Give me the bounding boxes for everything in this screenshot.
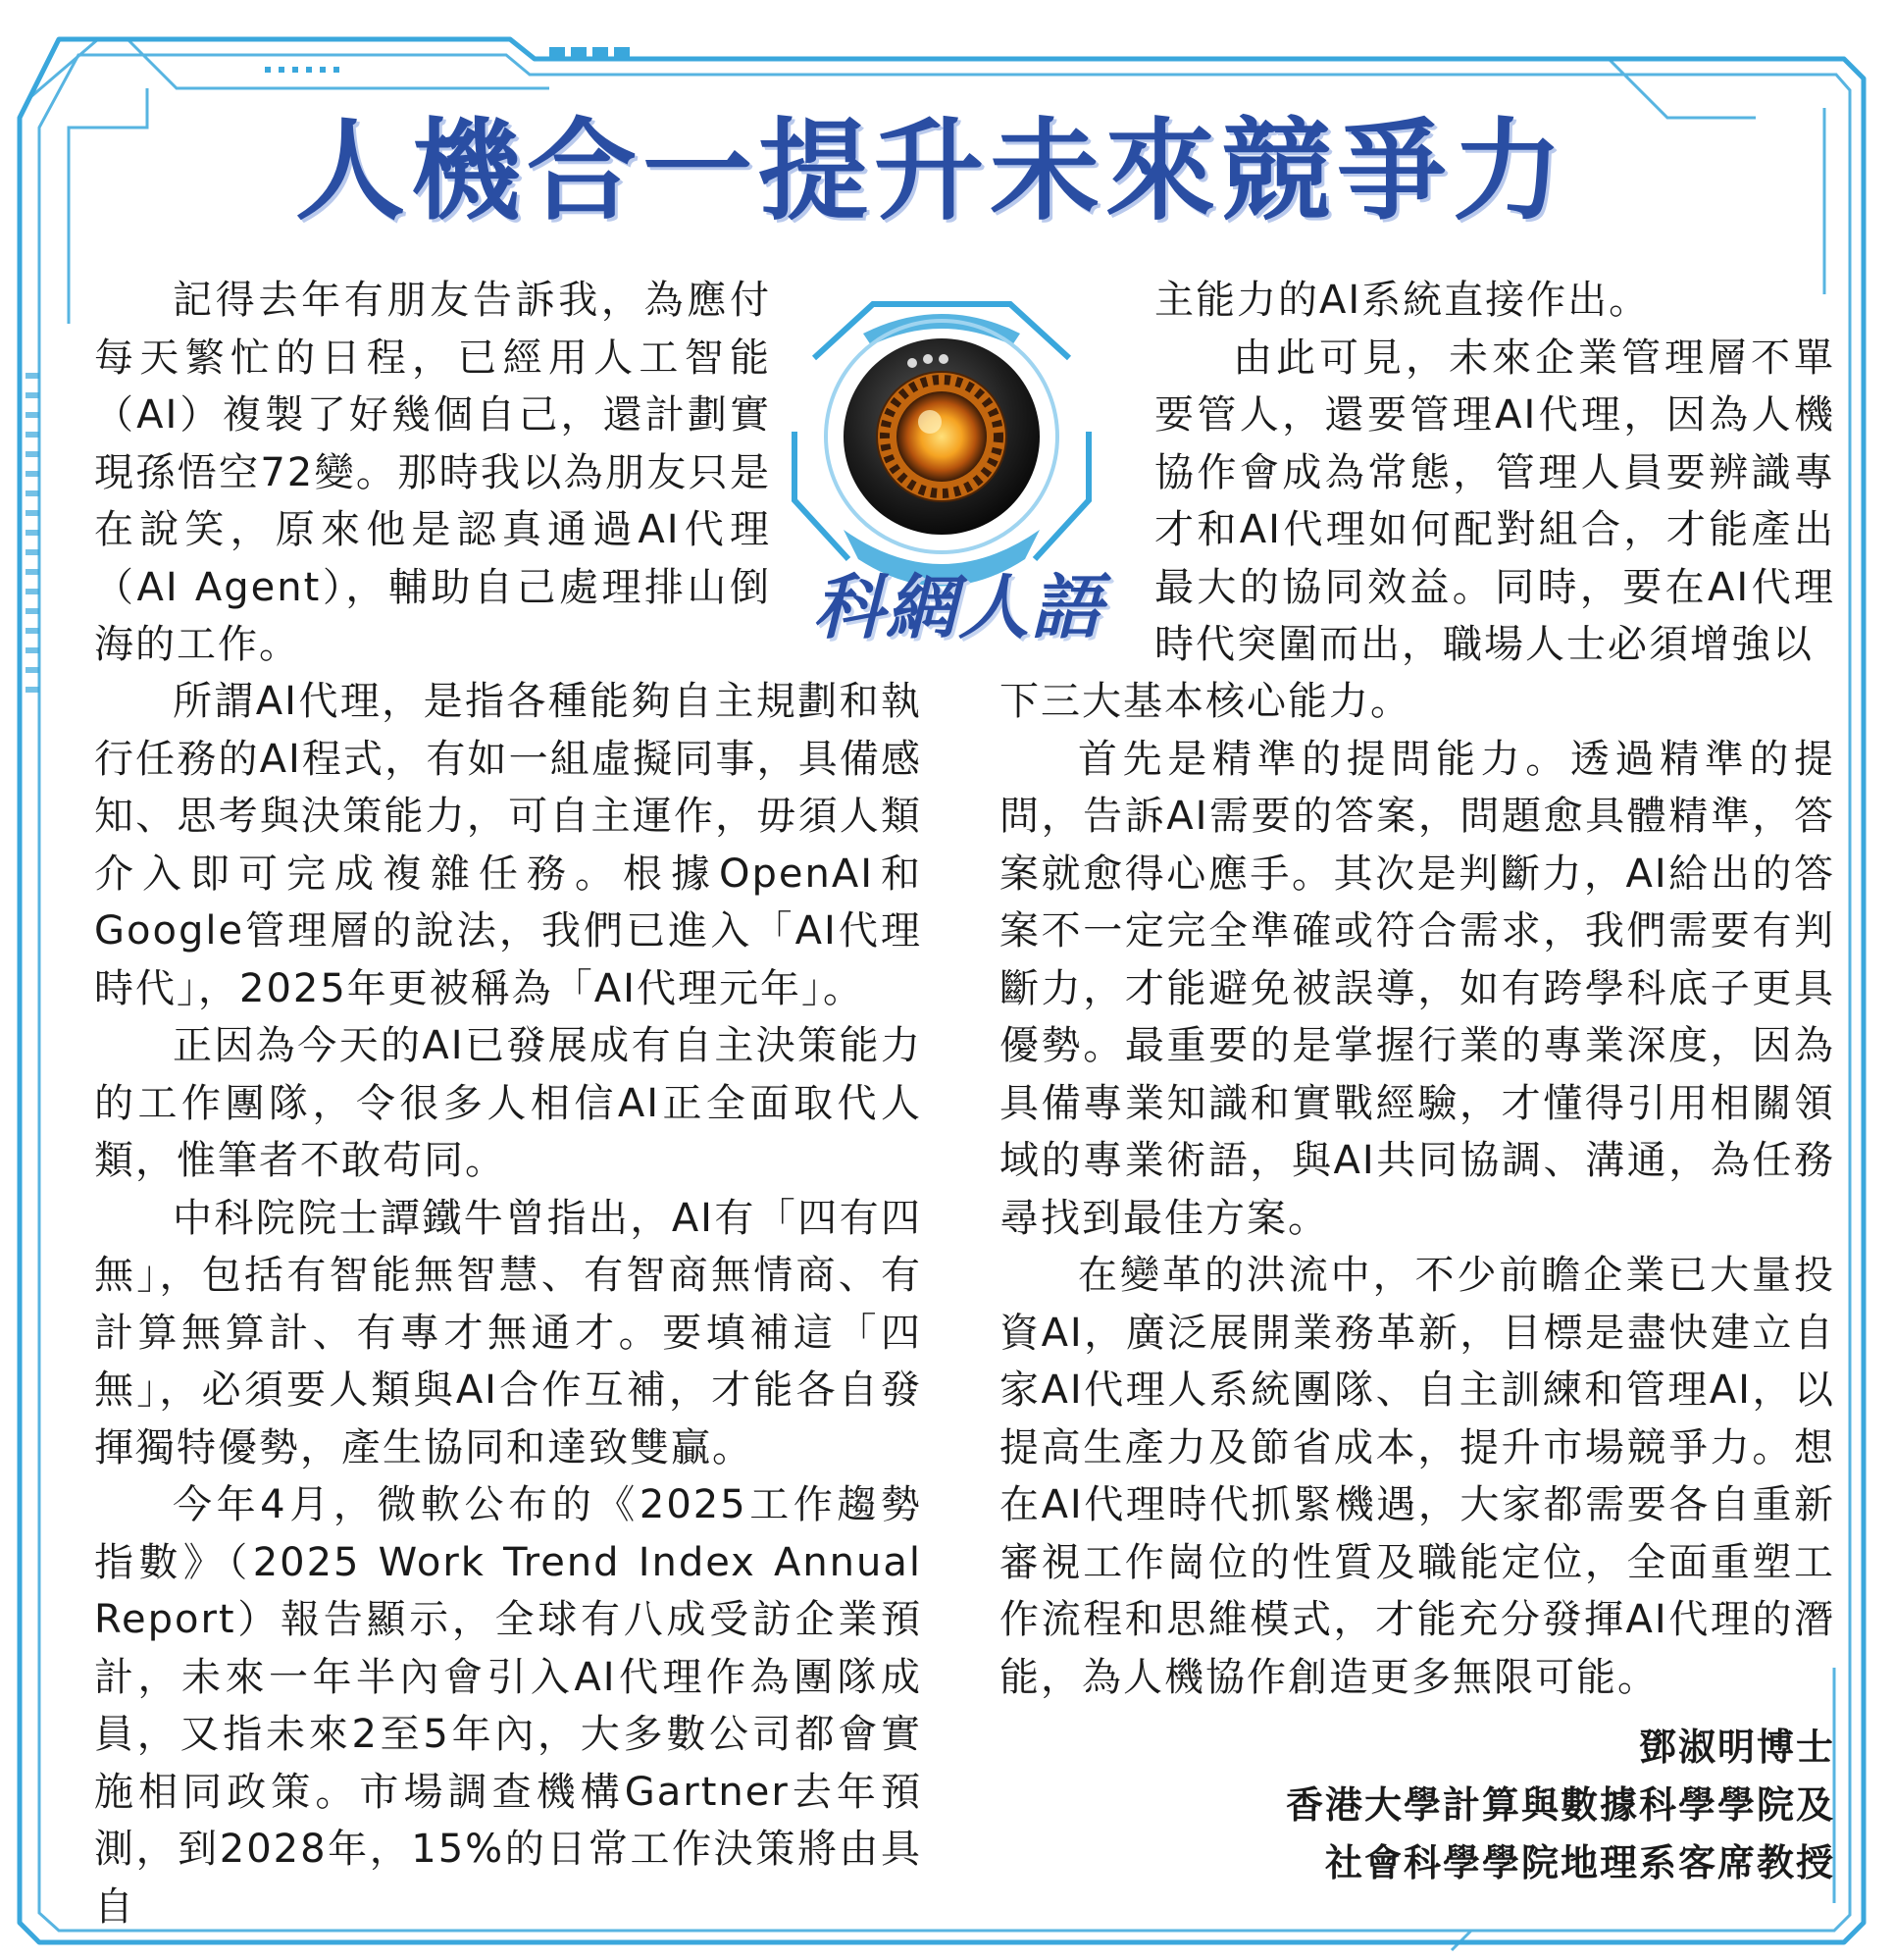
author-affiliation: 香港大學計算與數據科學學院及: [1285, 1783, 1835, 1827]
author-name: 鄧淑明博士: [1638, 1726, 1835, 1769]
paragraph: 在變革的洪流中，不少前瞻企業已大量投資AI，廣泛展開業務革新，目標是盡快建立自家AI代理人系統團隊、自主訓練和管理AI，以提高生產力及節省成本，提升市場競爭力。想在AI代理時代抓緊機遇，大家都需要各自重新審視工作崗位的性質及職能定位，全面重塑工作流程和思維模式，才能充分發揮AI代理的潛能，為人機協作創造更多無限可能。: [999, 1253, 1835, 1700]
left-column-bottom: [94, 673, 922, 1935]
paragraph: 所謂AI代理，是指各種能夠自主規劃和執行任務的AI程式，有如一組虛擬同事，具備感知、思考與決策能力，可自主運作，毋須人類介入即可完成複雜任務。根據OpenAI和Google管理層的說法，我們已進入「AI代理時代」，2025年更被稱為「AI代理元年」。: [94, 679, 922, 1011]
paragraph: 由此可見，未來企業管理層不單要管人，還要管理AI代理，因為人機協作會成為常態，管理人員要辨識專才和AI代理如何配對組合，才能產出最大的協同效益。同時，要在AI代理時代突圍而出，職場人士必須增強以: [1154, 335, 1835, 667]
article-title: 人機合一提升未來競爭力: [295, 107, 1568, 235]
paragraph: 記得去年有朋友告訴我，為應付每天繁忙的日程，已經用人工智能（AI）複製了好幾個自己，還計劃實現孫悟空72變。那時我以為朋友只是在說笑，原來他是認真通過AI代理（AI Agent），輔助自己處理排山倒海的工作。: [94, 278, 771, 667]
paragraph: 正因為今天的AI已發展成有自主決策能力的工作團隊，令很多人相信AI正全面取代人類，惟筆者不敢苟同。: [94, 1023, 922, 1183]
paragraph-continuation: 下三大基本核心能力。: [999, 679, 1411, 724]
column-logo-text: 科網人語: [812, 566, 1103, 648]
author-affiliation: 社會科學學院地理系客席教授: [1324, 1841, 1835, 1884]
paragraph: 中科院院士譚鐵牛曾指出，AI有「四有四無」，包括有智能無智慧、有智商無情商、有計算無算計、有專才無通才。要填補這「四無」，必須要人類與AI合作互補，才能各自發揮獨特優勢，產生協同和達致雙贏。: [94, 1195, 922, 1470]
right-column-bottom: [999, 673, 1835, 1706]
paragraph-continuation: 主能力的AI系統直接作出。: [1154, 278, 1651, 323]
left-column-top: [94, 272, 771, 674]
paragraph: 首先是精準的提問能力。透過精準的提問，告訴AI需要的答案，問題愈具體精準，答案就愈得心應手。其次是判斷力，AI給出的答案不一定完全準確或符合需求，我們需要有判斷力，才能避免被誤導，如有跨學科底子更具優勢。最重要的是掌握行業的專業深度，因為具備專業知識和實戰經驗，才懂得引用相關領域的專業術語，與AI共同協調、溝通，為任務尋找到最佳方案。: [999, 736, 1835, 1241]
paragraph: 今年4月，微軟公布的《2025工作趨勢指數》（2025 Work Trend Index Annual Report）報告顯示，全球有八成受訪企業預計，未來一年半內會引入AI代理作為團隊成員，又指未來2至5年內，大多數公司都會實施相同政策。市場調查機構Gartner去年預測，到2028年，15%的日常工作決策將由具自: [94, 1482, 922, 1930]
right-column-top: [1154, 272, 1835, 674]
author-byline: [952, 1719, 1835, 1892]
